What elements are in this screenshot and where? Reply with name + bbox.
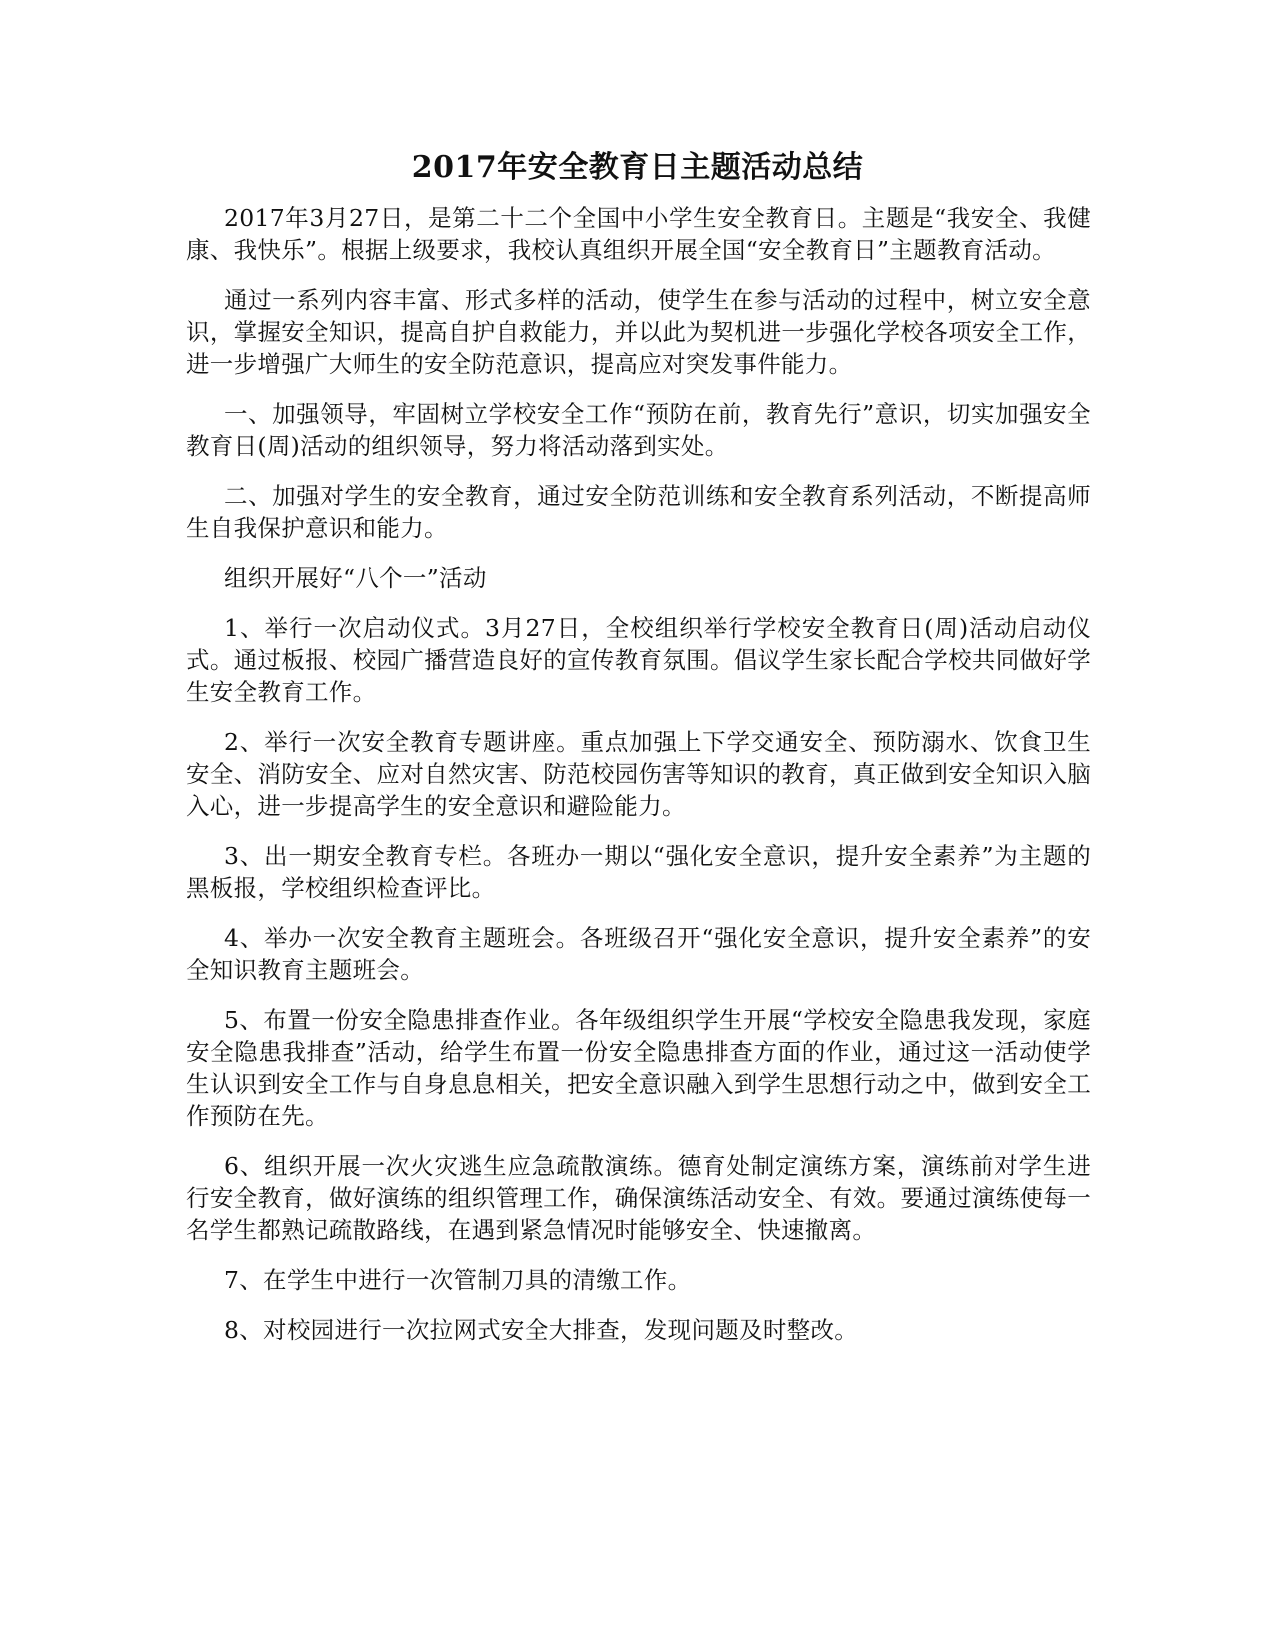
paragraph-purpose: 通过一系列内容丰富、形式多样的活动，使学生在参与活动的过程中，树立安全意识，掌握安全知识，提高自护自救能力，并以此为契机进一步强化学校各项安全工作，进一步增强广大师生的安全防范意识，提高应对突发事件能力。 bbox=[186, 286, 1091, 378]
paragraph-section-1: 一、加强领导，牢固树立学校安全工作“预防在前，教育先行”意识，切实加强安全教育日(周)活动的组织领导，努力将活动落到实处。 bbox=[186, 400, 1091, 460]
paragraph-activities-heading: 组织开展好“八个一”活动 bbox=[224, 564, 487, 592]
paragraph-item-4: 4、举办一次安全教育主题班会。各班级召开“强化安全意识，提升安全素养”的安全知识教育主题班会。 bbox=[186, 924, 1091, 984]
paragraph-item-8: 8、对校园进行一次拉网式安全大排查，发现问题及时整改。 bbox=[224, 1316, 859, 1344]
paragraph-section-2: 二、加强对学生的安全教育，通过安全防范训练和安全教育系列活动，不断提高师生自我保护意识和能力。 bbox=[186, 482, 1091, 542]
document-title: 2017年安全教育日主题活动总结 bbox=[411, 150, 864, 185]
paragraph-item-3: 3、出一期安全教育专栏。各班办一期以“强化安全意识，提升安全素养”为主题的黑板报，学校组织检查评比。 bbox=[186, 842, 1091, 902]
paragraph-item-1: 1、举行一次启动仪式。3月27日，全校组织举行学校安全教育日(周)活动启动仪式。通过板报、校园广播营造良好的宣传教育氛围。倡议学生家长配合学校共同做好学生安全教育工作。 bbox=[186, 614, 1091, 706]
paragraph-item-6: 6、组织开展一次火灾逃生应急疏散演练。德育处制定演练方案，演练前对学生进行安全教育，做好演练的组织管理工作，确保演练活动安全、有效。要通过演练使每一名学生都熟记疏散路线，在遇到紧急情况时能够安全、快速撤离。 bbox=[186, 1152, 1091, 1244]
paragraph-item-5: 5、布置一份安全隐患排查作业。各年级组织学生开展“学校安全隐患我发现，家庭安全隐患我排查”活动，给学生布置一份安全隐患排查方面的作业，通过这一活动使学生认识到安全工作与自身息息相关，把安全意识融入到学生思想行动之中，做到安全工作预防在先。 bbox=[186, 1006, 1091, 1130]
paragraph-item-7: 7、在学生中进行一次管制刀具的清缴工作。 bbox=[224, 1266, 692, 1294]
paragraph-item-2: 2、举行一次安全教育专题讲座。重点加强上下学交通安全、预防溺水、饮食卫生安全、消防安全、应对自然灾害、防范校园伤害等知识的教育，真正做到安全知识入脑入心，进一步提高学生的安全意识和避险能力。 bbox=[186, 728, 1091, 820]
paragraph-intro: 2017年3月27日，是第二十二个全国中小学生安全教育日。主题是“我安全、我健康、我快乐”。根据上级要求，我校认真组织开展全国“安全教育日”主题教育活动。 bbox=[186, 204, 1091, 264]
document-body bbox=[186, 202, 1091, 1364]
